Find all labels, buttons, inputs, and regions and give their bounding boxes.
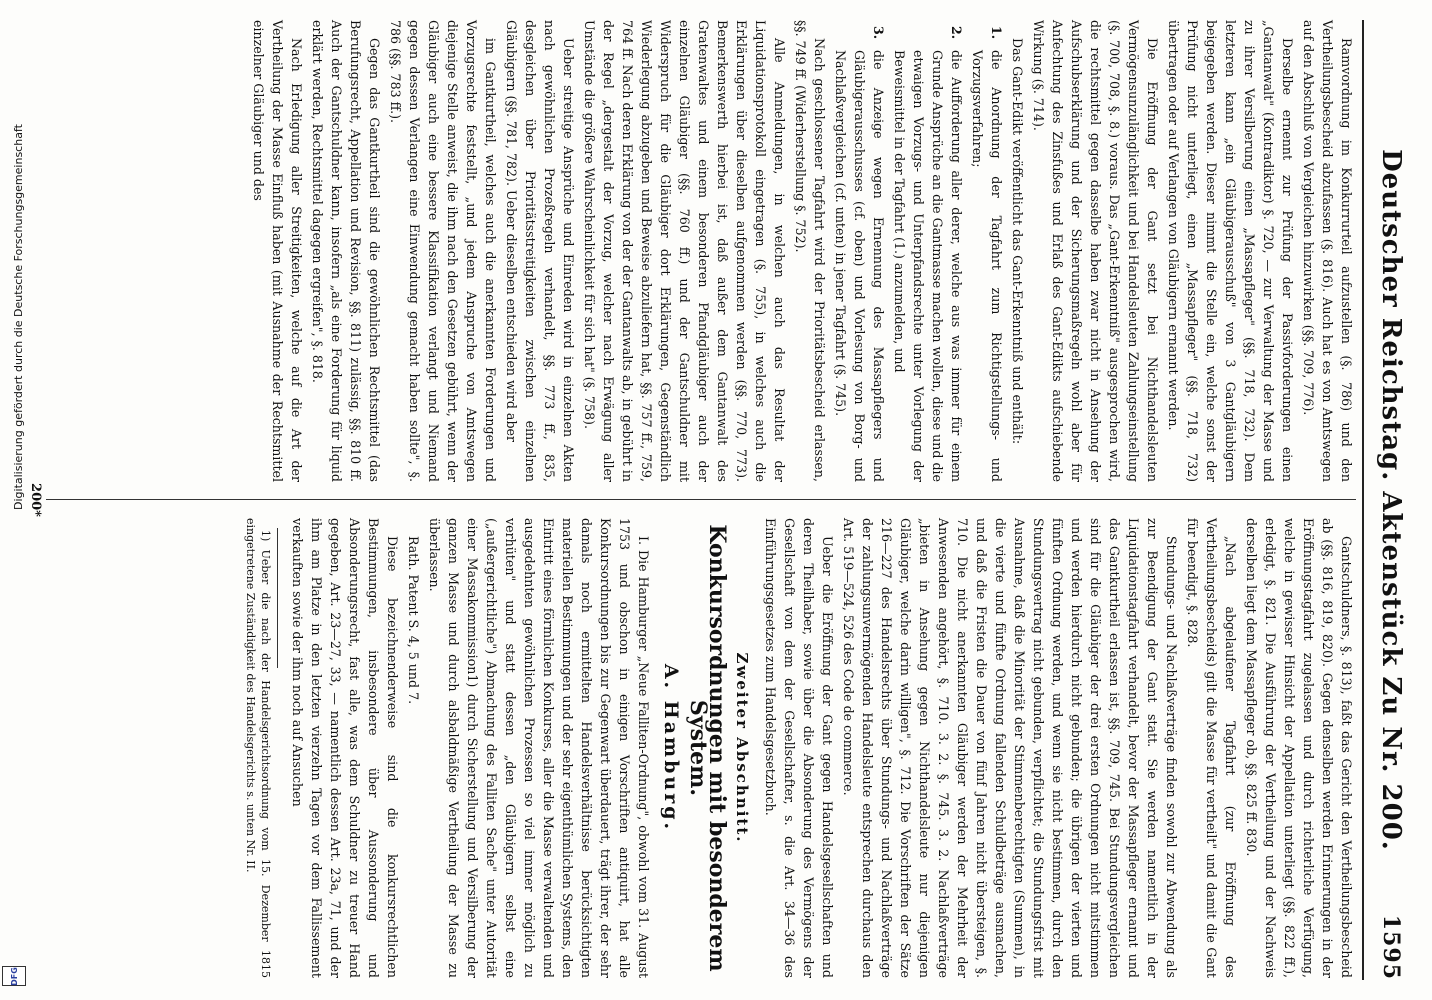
list-number: 3.: [871, 26, 886, 40]
list-text: die Anordnung der Tagfahrt zum Richtigstellungs- und Vorzugsverfahren;: [970, 50, 1004, 482]
list-item: [890, 20, 966, 482]
list-item: [831, 20, 888, 482]
page-number: 1595: [1378, 914, 1404, 980]
paragraph: Ueber streitige Ansprüche und Einreden wird in einzelnen Akten nach gewöhnlichen Prozeßregeln verhandelt, §§. 773 ff., 835, desgleichen über Prioritätsstreitigkeiten zwischen einzelnen Gläubigern (§§. 781, 782). Ueber dieselben entschieden wird aber: [504, 20, 576, 482]
page-header: [1368, 20, 1408, 980]
paragraph: Gantschuldners, §. 813), faßt das Gericht den Vertheilungsbescheid ab (§§. 816, 819, 820). Gegen denselben werden Erinnerungen in der Eröffnungstagfahrt zugelassen und durch richterliche Verfügung, welche in gewisser Hinsicht der Appellation unterliegt (§§. 822 ff.), erledigt, §. 821. Die Ausführung der Vertheilung und der Nachweis derselben liegt dem Massapfleger ob, §§. 825 ff. 830.: [1244, 518, 1354, 978]
paragraph: Nach geschlossener Tagfahrt wird der Prioritätsbescheid erlassen, §§. 749 ff. (Widerherstellung §. 752).: [793, 20, 827, 482]
paragraph: Die Eröffnung der Gant setzt bei Nichthandelsleuten Vermögensunzulänglichkeit und bei Handelsleuten Zahlungseinstellung (§. 700, 708, §. 8.) voraus. Das „Gant-Erkenntniß" ausgesprochen wird, die rechtsmittel gegen dasselbe haben zwar nicht in Ansehung der Aufschubserklärung und der Sicherungsmaßregeln wohl aber für Anfechtung des Zinsfußes und Erlaß des Gant-Edikts aufschiebende Wirkung (§. 714).: [1031, 20, 1160, 482]
paragraph: Ramvordnung im Konkurrurteil aufzustellen (§. 786) und den Vertheilungsbescheid abzufassen (§. 816). Auch hat es von Amtswegen auf den Abschluß von Vergleichen hinzuwirken (§§. 709, 776).: [1301, 20, 1354, 482]
list-text: die Anzeige wegen Ernennung des Massapflegers und Gläubigerausschusses (cf. oben) und Vorlesung von Borg- und Nachlaßvergleichen (cf. unten) in jener Tagfahrt (§. 745).: [833, 50, 886, 482]
paragraph: Rath. Patent S. 4, 5 und 7.: [406, 536, 421, 705]
paragraph: im Gantkurtheil, welches auch die anerkannten Forderungen und Vorzugsrechte feststellt, „und jedem Anspruche von Amtswegen diejenige Stelle anweist, die ihm nach den Gesetzen gebührt, wenn der Gläubiger auch eine bessere Klassifikation verlangt und Niemand gegen dessen Verlangen eine Einwendung gemacht haben sollte", §. 786 (§§. 783 ff.).: [388, 20, 498, 482]
paragraph: Gegen das Gantkurtheil sind die gewöhnlichen Rechtsmittel (das Berufungsrecht, Appellation und Revision, §§. 811) zulässig, §§. 810 ff. Auch der Gantschuldner kann, insofern „als eine Forderung für liquid erklärt werden, Rechtsmittel dagegen ergreifen", §. 818.: [310, 20, 382, 482]
page-signature: 200*: [28, 483, 43, 517]
running-title: Deutscher Reichstag. Aktenstück Zu Nr. 200.: [1376, 149, 1406, 851]
sub-heading: A. Hamburg.: [660, 663, 682, 833]
list-text: die Aufforderung aller derer, welche aus was immer für einem Grunde Ansprüche an die Gantmasse machen wollen, diese und die etwaigen Vorzugs- und Unterpfandsrechte unter Vorlegung der Beweismittel in der Tagfahrt (1.) anzumelden, und: [892, 50, 964, 482]
paragraph: Diese bezeichnenderweise sind die konkursrechtlichen Bestimmungen, insbesondere über Aussonderung und Absonderungsrecht, fast alle, was dem Schuldner zu treuer Hand gegeben, Art. 23—27, 33, — namentlich dessen Art. 23a, 71, und der ihm am Platze in den letzten vierzehn Tagen vor dem Fallissement verkauften sowie der ihm noch auf Ansuchen: [290, 518, 400, 978]
right-text-column: [247, 20, 1356, 482]
rotated-page-content: [16, 0, 1416, 1000]
paragraph: „Nach abgelaufener Tagfahrt (zur Eröffnung des Vertheilungsbescheids) gilt die Masse für vertheilt" und damit die Gant für beendigt, §. 828.: [1185, 518, 1238, 978]
list-number: 2.: [949, 26, 964, 40]
paragraph: Alle Anmeldungen, in welchen auch das Resultat der Liquidationsprotokoll eingetragen (§. 755), in welches auch die Erklärungen über dieselben aufgenommen werden (§§. 770, 773). Bemerkenswerth hierbei ist, daß außer dem Gantanwalt des Gratenwaltes und einem besonderen Pfandgläubiger auch der einzelnen Gläubiger (§§. 760 ff.) und der Gantschuldner mit Widerspruch für die Gläubiger dort Erklärungen, Gegenständlich Wiederlegung abzugeben und Beweise abzuliefern hat, §§. 757 ff., 759, 764 ff. Nach deren Erklärung von der der Gantanwalts ab, in gebührt in der Regel „dergestalt der Vorzug, welcher nach Erwägung aller Umstände die größere Wahrscheinlichkeit für sich hat" (§. 758).: [582, 20, 787, 482]
list-number: 1.: [989, 26, 1004, 40]
header-rule: [1362, 20, 1364, 980]
dfg-logo-icon: [2, 966, 26, 986]
column-divider: [46, 499, 1356, 500]
paragraph: Derselbe ernennt zur Prüfung der Passivforderungen einen „Gantanwalt" (Kontradiktor) §. 720, — zur Verwaltung der Masse und zu ihrer Versilberung einen „Massapfleger" (§§. 718, 732). Dem letzteren kann „ein Gläubigerausschuß" von 3 Gantgläubigern beigegeben werden. Dieser nimmt die Stelle ein, welche sonst der Prüfung nicht unterliegt, einen „Massapfleger" (§§. 718, 732) übertragen oder auf Verlangen von Gläubigern ernannt werden.: [1166, 20, 1295, 482]
digitization-sidebar: [0, 0, 24, 1000]
paragraph: Stundungs- und Nachlaßverträge finden sowohl zur Abwendung als zur Beendigung der Gant statt. Sie werden namentlich in der Liquidationstagfahrt verhandelt, bevor der Massapfleger ernannt und das Gantkurtheil erlassen ist, §§. 709, 745. Bei Stundungsvergleichen sind für die Gläubiger der drei ersten Ordnungen nicht mitstimmen und werden hierdurch nicht gebunden; die übrigen der vierten und fünften Ordnung werden, und wenn sie nicht bestimmen, durch den Stundungsvertrag nicht gebunden, verpflichtet; die Stundungsfrist mit Ausnahme, daß die Minorität der Stimmenberechtigten (Summen), in die vierte und fünfte Ordnung fallenden Schuldbeträge ausmachen, und daß die Fristen die Dauer von fünf Jahren nicht übersteigen, §. 710. Die nicht anerkannten Gläubiger werden der Mehrheit der Anwesenden angehört, §. 710. 3. 2. §. 745. 3. 2. Nachlaßverträge „bieten in Ansehung gegen Nichthandelsleute nur diejenigen Gläubiger, welche darin willigen", §. 712. Die Vorschriften der Sätze 216—227 des Handelsrechts über Stundungs- und Nachlaßverträge der zahlungsunvermögenden Handelsleute entsprechen durchaus den Art. 519—524, 526 des Code de commerce.: [841, 518, 1179, 978]
list-item: [968, 20, 1006, 482]
paragraph: Das Gant-Edikt veröffentlicht das Gant-Erkenntniß und enthält:: [1010, 38, 1025, 445]
left-text-column: [243, 518, 1356, 978]
paragraph: I. Die Hamburger „Neue Falliten-Ordnung", obwohl vom 31. August 1753 und obschon in einigen Vorschriften antiquirt, hat alle Konkursordnungen bis zur Gegenwart überdauert, trägt ihrer, der sehr damals noch ermittelten Handelsverhältnisse berücksichtigten materiellen Bestimmungen und der sehr eigenthümlichen Systems, den Eintritt eines förmlichen Konkurses, aller die Masse verwaltenden und ausgedehnten gewöhnlichen Prozessen so viel immer möglich zu verhüten" und statt dessen „den Gläubigern selbst eine („außergerichtliche") Abmachung des Falliten Sache" unter Autorität einer Massakommission1) durch Sicherstellung und Versilberung der ganzen Masse und durch alsbaldmäßige Vertheilung der Masse zu überlassen.: [427, 518, 651, 978]
paragraph: Nach Erledigung aller Streitigkeiten, welche auf die Art der Vertheilung der Masse Einfluß haben (mit Ausnahme der Rechtsmittel einzelner Gläubiger und des: [251, 20, 304, 482]
paragraph: Ueber die Eröffnung der Gant gegen Handelsgesellschaften und deren Theilhaber, sowie über die Absonderung des Vermögens der Gesellschaft von dem der Gesellschafter, s. die Art. 34—36 des Einführungsgesetzes zum Handelsgesetzbuch.: [763, 518, 835, 978]
footnote-rule: [277, 528, 278, 668]
footnote: 1) Ueber die nach der Handelsgerichtsordnung vom 15. Dezember 1815 eingetretene Zuständigkeit des Handelsgerichts s. unten Nr. II.: [244, 518, 272, 978]
attribution-text: Digitalisierung gefördert durch die Deutsche Forschungsgemeinschaft: [12, 124, 25, 510]
dfg-logo-text: DFG: [9, 966, 19, 986]
section-heading: Konkursordnungen mit besonderem System.: [685, 524, 730, 972]
section-title: Zweiter Abschnitt.: [733, 652, 751, 844]
